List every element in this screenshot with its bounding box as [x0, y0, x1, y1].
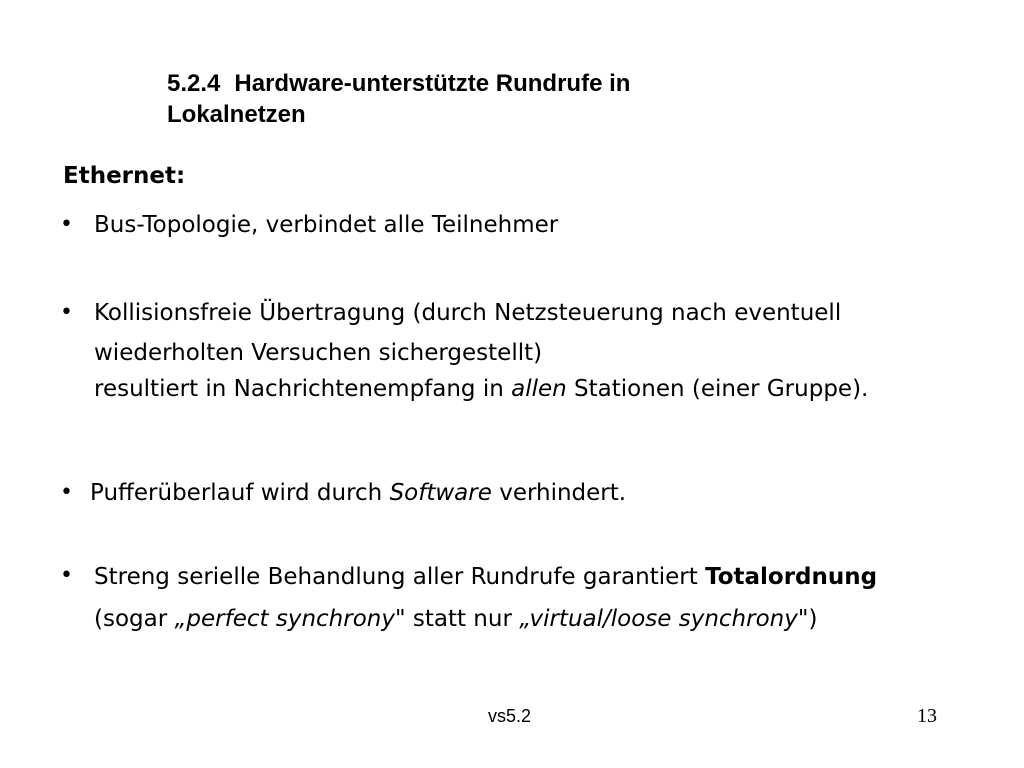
bullet-buffer-overflow	[60, 473, 1000, 513]
footer-course-label: vs5.2	[488, 706, 532, 726]
emphasis-perfect-synchrony: „perfect synchrony"	[174, 606, 406, 632]
bullet-text-line-3: resultiert in Nachrichtenempfang in allen Stationen (einer Gruppe).	[94, 376, 869, 402]
bullet-marker: •	[60, 300, 73, 325]
emphasis-totalordnung: Totalordnung	[705, 564, 878, 590]
subheading-ethernet: Ethernet:	[63, 163, 186, 189]
bullet-marker: •	[60, 480, 73, 505]
bullet-bus-topology	[60, 205, 1000, 245]
bullet-text: Pufferüberlauf wird durch Software verhindert.	[90, 480, 627, 506]
footer-page-number: 13	[917, 705, 937, 727]
slide-title	[167, 68, 807, 130]
bullet-text-line-1: Streng serielle Behandlung aller Rundrufe garantiert Totalordnung	[94, 564, 878, 590]
section-number: 5.2.4	[167, 70, 221, 97]
emphasis-virtual-loose-synchrony: „virtual/loose synchrony"	[519, 606, 809, 632]
bullet-text-line-2: (sogar „perfect synchrony" statt nur „virtual/loose synchrony")	[94, 606, 818, 632]
bullet-marker: •	[60, 212, 73, 237]
bullet-text: Bus-Topologie, verbindet alle Teilnehmer	[94, 212, 559, 238]
bullet-text-line-2: wiederholten Versuchen sichergestellt)	[94, 340, 543, 366]
bullet-marker: •	[60, 563, 73, 588]
title-line-1: Hardware-unterstützte Rundrufe in	[234, 70, 631, 97]
bullet-text-line-1: Kollisionsfreie Übertragung (durch Netzsteuerung nach eventuell	[94, 300, 842, 326]
title-line-2: Lokalnetzen	[167, 101, 306, 128]
emphasis-software: Software	[389, 480, 492, 506]
bullet-serial-handling	[60, 556, 1000, 640]
emphasis-allen: allen	[511, 376, 567, 402]
bullet-collision-free	[60, 293, 1000, 409]
